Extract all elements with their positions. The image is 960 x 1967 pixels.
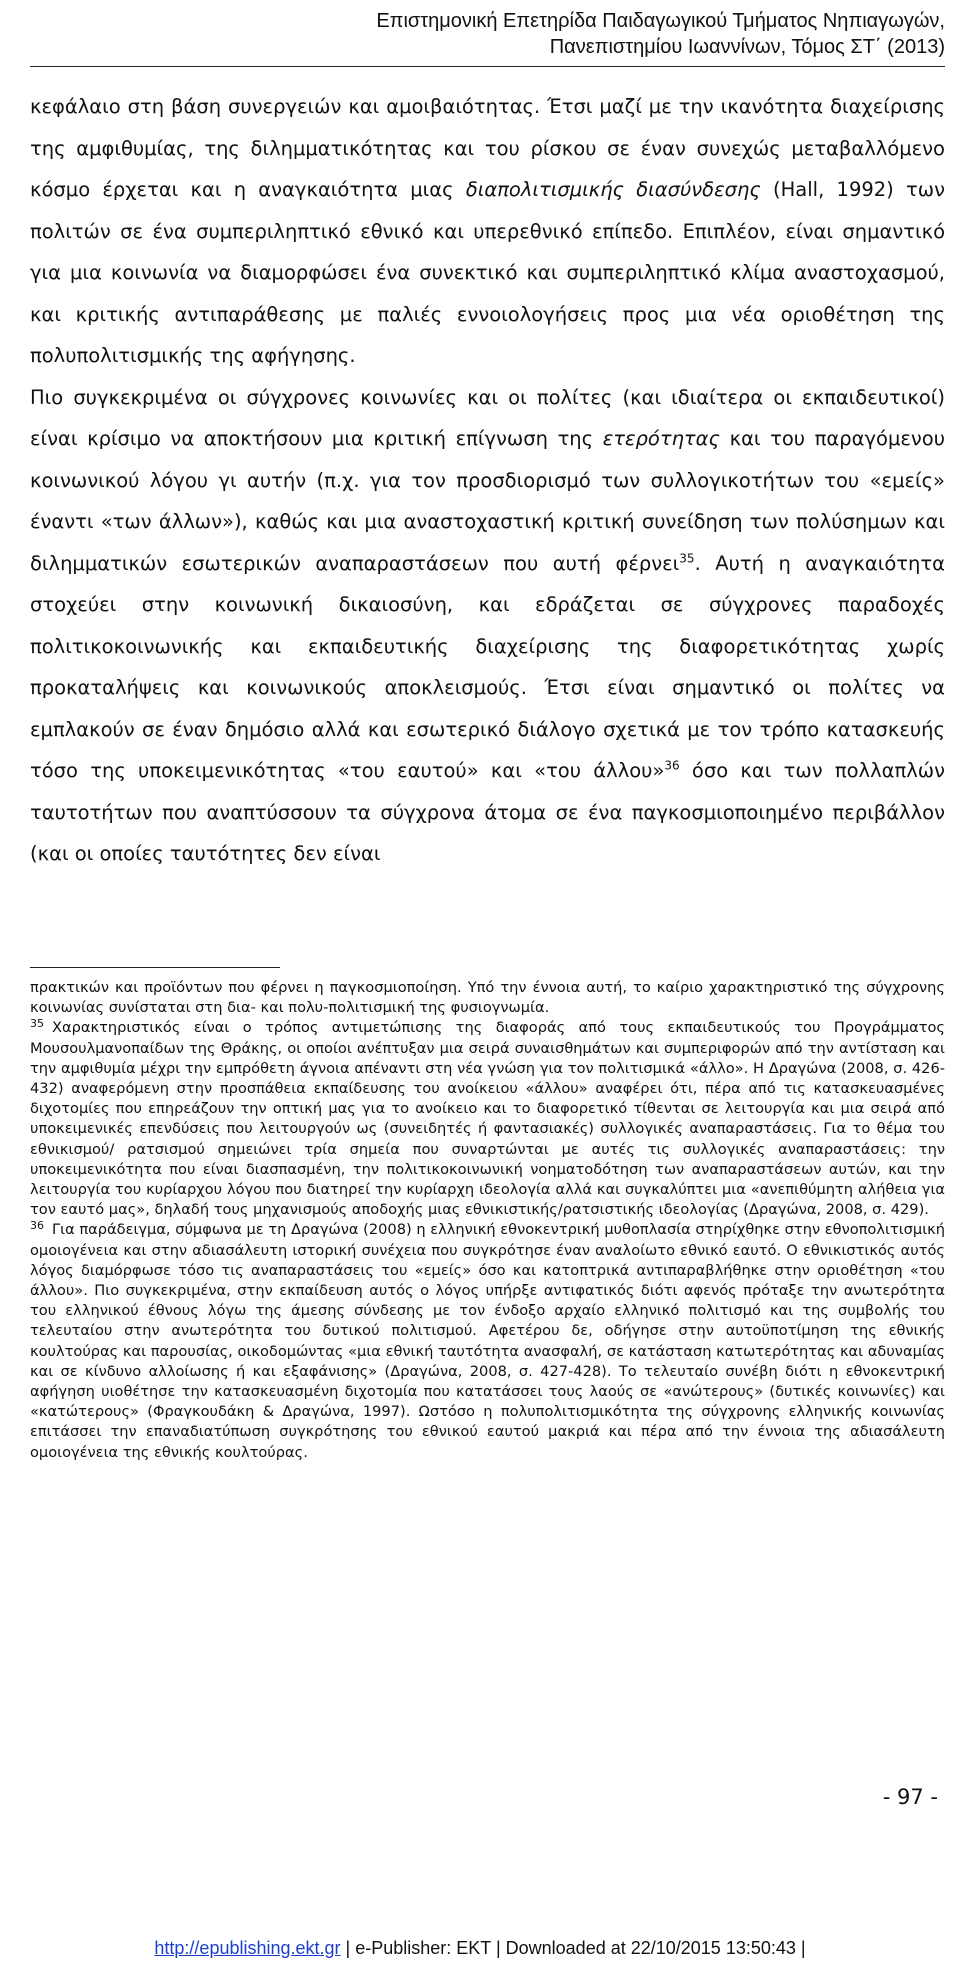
footnote-ref-35[interactable]: 35 [679,551,695,565]
epublishing-link[interactable]: http://epublishing.ekt.gr [154,1938,341,1958]
download-info-bar: http://epublishing.ekt.gr | e-Publisher: EKT | Downloaded at 22/10/2015 13:50:43 | [154,1938,806,1958]
italic-term-otherness: ετερότητας [602,427,720,450]
header-university-line: Πανεπιστημίου Ιωαννίνων, Τόμος ΣΤ΄ (2013) [549,36,945,58]
footnotes [30,978,945,1463]
header-divider [30,66,945,67]
footnote-number-35: 35 [30,1016,44,1030]
paragraph-1: κεφάλαιο στη βάση συνεργειών και αμοιβαιότητας. Έτσι μαζί με την ικανότητα διαχείρισης της αμφιθυμίας, της διλημματικότητας και του ρίσκου σε έναν συνεχώς μεταβαλλόμενο κόσμο έρχεται και η αναγκαιότητα μιας διαπολιτισμικής διασύνδεσης (Hall, 1992) των πολιτών σε ένα συμπεριληπτικό εθνικό και υπερεθνικό επίπεδο. Επιπλέον, είναι σημαντικό για μια κοινωνία να διαμορφώσει ένα συνεκτικό και συμπεριληπτικό κλίμα αναστοχασμού, και κριτικής αντιπαράθεσης με παλιές εννοιολογήσεις προς μια νέα οριοθέτηση της πολυπολιτισμικής της αφήγησης. [30,95,945,367]
italic-term-intercultural-connection: διαπολιτισμικής διασύνδεσης [465,178,761,201]
footnote-35: $^{35}$ Χαρακτηριστικός είναι ο τρόπος αντιμετώπισης της διαφοράς από τους εκπαιδευτικούς του Προγράμματος Μουσουλμανοπαίδων της Θράκης, οι οποίοι ανέπτυξαν μια σειρά συναισθημάτων και συμπεριφορών από την αντίσταση και την αμφιθυμία μέχρι την εμπρόθετη άγνοια απέναντι στη νέα γνώση για τον πολιτισμικά «άλλο». Η Δραγώνα (2008, σ. 426-432) αναφερόμενη στην προσπάθεια εκπαίδευσης του ανοίκειου «άλλου» αναφέρει ότι, πέρα από τις κατασκευασμένες διχοτομίες που επηρεάζουν την οπτική μας για το ανοίκειο και το διαφορετικό τίθενται σε λειτουργία και μια σειρά από υποκειμενικές επενδύσεις που λειτουργούν ως (συνειδητές ή φαντασιακές) συλλογικές αναπαραστάσεις. Για το θέμα του εθνικισμού/ ρατσισμού σημειώνει τρία σημεία που συναρτώνται με αυτές τις συλλογικές αναπαραστάσεις: την υποκειμενικότητα που είναι διασπασμένη, την πολιτικοκοινωνική νοηματοδότηση των αναπαραστάσεων αυτών, και την λειτουργία του κυρίαρχου λόγου που διατηρεί την κυρίαρχη ιδεολογία αλλά και συγκαλύπτει μια «ανεπιθύμητη αλήθεια για τον εαυτό μας», δηλαδή τους μηχανισμούς αποδοχής μιας εθνικιστικής/ρατσιστικής ιδεολογίας (Δραγώνα, 2008, σ. 429). [30,1016,945,1219]
download-timestamp: Downloaded at 22/10/2015 13:50:43 [505,1938,796,1958]
page-number: - 97 - [882,1785,938,1809]
publisher-label: e-Publisher: EKT [355,1938,491,1958]
header-journal-line: Επιστημονική Επετηρίδα Παιδαγωγικού Τμήματος Νηπιαγωγών, [376,10,945,32]
paragraph-2: Πιο συγκεκριμένα οι σύγχρονες κοινωνίες και οι πολίτες (και ιδιαίτερα οι εκπαιδευτικοί) είναι κρίσιμο να αποκτήσουν μια κριτική επίγνωση της ετερότητας και του παραγόμενου κοινωνικού λόγου γι αυτήν (π.χ. για τον προσδιορισμό των συλλογικοτήτων του «εμείς» έναντι «των άλλων»), καθώς και μια αναστοχαστική κριτική συνείδηση των πολύσημων και διλημματικών εσωτερικών αναπαραστάσεων που αυτή φέρνει$^{35}$. Αυτή η αναγκαιότητα στοχεύει στην κοινωνική δικαιοσύνη, και εδράζεται σε σύγχρονες παραδοχές πολιτικοκοινωνικής και εκπαιδευτικής διαχείρισης της διαφορετικότητας χωρίς προκαταλήψεις και κοινωνικούς αποκλεισμούς. Έτσι είναι σημαντικό οι πολίτες να εμπλακούν σε έναν δημόσιο αλλά και εσωτερικό διάλογο σχετικά με τον τρόπο κατασκευής τόσο της υποκειμενικότητας «του εαυτού» και «του άλλου»$^{36}$ όσο και των πολλαπλών ταυτοτήτων που αναπτύσσουν τα σύγχρονα άτομα σε ένα παγκοσμιοποιημένο περιβάλλον (και οι οποίες ταυτότητες δεν είναι [30,385,946,865]
running-header [185,8,945,60]
footnote-divider [30,967,280,968]
footnote-continuation: πρακτικών και προϊόντων που φέρνει η παγκοσμιοποίηση. Υπό την έννοια αυτή, το καίριο χαρακτηριστικό της σύγχρονης κοινωνίας συνίσταται στη δια- και πολυ-πολιτισμική της φυσιογνωμία. [30,979,945,1017]
footnote-number-36: 36 [30,1218,44,1232]
main-text [30,86,945,875]
footnote-ref-36[interactable]: 36 [664,758,680,773]
footnote-36: $^{36}$ Για παράδειγμα, σύμφωνα με τη Δραγώνα (2008) η ελληνική εθνοκεντρική μυθοπλασία στηρίχθηκε στην εθνοπολιτισμική ομοιογένεια και στην αδιασάλευτη ιστορική συνέχεια που συγκρότησε έναν αναλοίωτο εθνικό εαυτό. Ο εθνικιστικός αυτός λόγος διαμόρφωσε τόσο τις αναπαραστάσεις του «εμείς» όσο και κατοπτρικά αντιπαραβλήθηκε στην οριοθέτηση «του άλλου». Πιο συγκεκριμένα, στην εκπαίδευση αυτός ο λόγος υπήρξε αντιφατικός διότι αφενός πρόταξε την ανωτερότητα του ελληνικού έθνους λόγω της άμεσης σύνδεσης με τον ένδοξο αρχαίο ελληνικό πολιτισμό και της συμβολής του τελευταίου στην ανωτερότητα του δυτικού πολιτισμού. Αφετέρου δε, οδήγησε στην αυτοϋποτίμηση της εθνικής κουλτούρας και παρουσίας, οικοδομώντας «μια εθνική ταυτότητα ανασφαλή, σε κατάσταση κατωτερότητας και αδυναμίας και σε κίνδυνο αλλοίωσης ή και εξαφάνισης» (Δραγώνα, 2008, σ. 427-428). Το τελευταίο συνέβη διότι η εθνοκεντρική αφήγηση υιοθέτησε την κατασκευασμένη διχοτομία που κατατάσσει τους λαούς σε «ανώτερους» (δυτικές κοινωνίες) και «κατώτερους» (Φραγκουδάκη & Δραγώνα, 1997). Ωστόσο η πολυπολιτισμικότητα της σύγχρονης ελληνικής κοινωνίας επιτάσσει την επαναδιατύπωση συγκρότησης του εθνικού εαυτού μακριά και πέρα από την έννοια της αδιασάλευτη ομοιογένεια της εθνικής κουλτούρας. [30,1218,945,1461]
